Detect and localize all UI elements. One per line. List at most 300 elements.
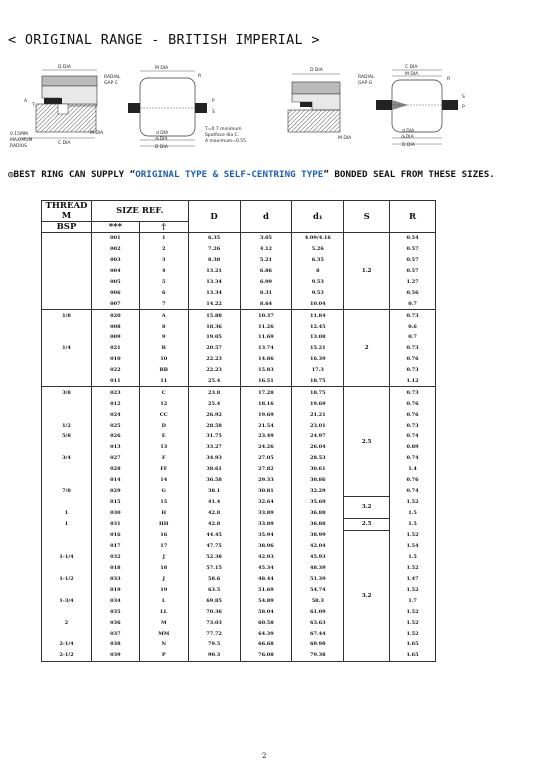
cell-d: 19.69 bbox=[240, 409, 292, 420]
supply-suffix: ” BONDED SEAL FROM THESE SIZES. bbox=[323, 169, 495, 180]
cell-size-ref-1: 036 bbox=[91, 617, 139, 628]
cell-d1: 6.35 bbox=[292, 255, 344, 266]
table-row bbox=[42, 310, 436, 321]
cell-size-ref-2: 7 bbox=[139, 298, 188, 309]
supply-prefix: ◎BEST RING CAN SUPPLY “ bbox=[8, 169, 136, 180]
cell-size-ref-1: 017 bbox=[91, 541, 139, 552]
cell-size-ref-2: 5 bbox=[139, 277, 188, 288]
table-row bbox=[42, 518, 436, 530]
cell-R: 0.57 bbox=[390, 255, 436, 266]
cell-D: 52.38 bbox=[188, 552, 240, 563]
right-drawing bbox=[376, 64, 465, 148]
left-mdia-label: M DIA bbox=[90, 131, 104, 136]
cell-d: 5.21 bbox=[240, 255, 292, 266]
table-row bbox=[42, 496, 436, 507]
cell-size-ref-2: BB bbox=[139, 365, 188, 376]
cell-size-ref-2: M bbox=[139, 617, 188, 628]
left-maxrad-label-1: 0.15MM bbox=[10, 132, 28, 137]
cell-D: 58.6 bbox=[188, 574, 240, 585]
cell-bsp: 1 bbox=[42, 507, 92, 518]
right-ddia2-label-b: D DIA bbox=[402, 143, 415, 148]
cell-bsp bbox=[42, 354, 92, 365]
cell-d: 10.37 bbox=[240, 310, 292, 321]
cell-D: 7.26 bbox=[188, 244, 240, 255]
left-gap-label: GAP C bbox=[104, 81, 118, 86]
cell-size-ref-2: J bbox=[139, 552, 188, 563]
cell-bsp: 3/8 bbox=[42, 387, 92, 398]
header-size-ref: SIZE REF. bbox=[91, 201, 188, 222]
cell-size-ref-1: 035 bbox=[91, 606, 139, 617]
cell-size-ref-2: N bbox=[139, 639, 188, 650]
cell-size-ref-2: E bbox=[139, 431, 188, 442]
cell-d1: 28.53 bbox=[292, 453, 344, 464]
cell-bsp: 1/4 bbox=[42, 343, 92, 354]
left-t-label: T bbox=[32, 103, 35, 108]
cell-D: 6.35 bbox=[188, 233, 240, 244]
mid-s-label: S bbox=[212, 110, 215, 115]
cell-size-ref-2: 13 bbox=[139, 442, 188, 453]
cell-R: 0.73 bbox=[390, 310, 436, 321]
cell-R: 0.57 bbox=[390, 266, 436, 277]
right-gap-label: GAP G bbox=[358, 81, 373, 86]
cell-bsp bbox=[42, 628, 92, 639]
cell-d1: 69.98 bbox=[292, 639, 344, 650]
cell-d: 45.34 bbox=[240, 563, 292, 574]
cell-size-ref-2: H bbox=[139, 507, 188, 518]
cell-R: 1.52 bbox=[390, 628, 436, 639]
cell-d: 29.33 bbox=[240, 475, 292, 486]
cell-size-ref-2: 10 bbox=[139, 354, 188, 365]
cell-D: 13.21 bbox=[188, 266, 240, 277]
cell-R: 1.52 bbox=[390, 585, 436, 596]
cell-size-ref-1: 038 bbox=[91, 639, 139, 650]
cell-d1: 11.84 bbox=[292, 310, 344, 321]
cell-bsp bbox=[42, 563, 92, 574]
page-title: < ORIGINAL RANGE - BRITISH IMPERIAL > bbox=[8, 32, 320, 48]
cell-bsp: 1-1/4 bbox=[42, 552, 92, 563]
cell-size-ref-1: 028 bbox=[91, 464, 139, 475]
cell-S: 2 bbox=[344, 310, 390, 387]
cell-size-ref-2: P bbox=[139, 650, 188, 661]
cell-size-ref-1: 016 bbox=[91, 530, 139, 541]
cell-D: 33.27 bbox=[188, 442, 240, 453]
size-table bbox=[41, 200, 436, 662]
cell-d1: 26.04 bbox=[292, 442, 344, 453]
left-r-label: R bbox=[198, 74, 202, 79]
cell-D: 31.75 bbox=[188, 431, 240, 442]
cell-R: 0.76 bbox=[390, 398, 436, 409]
cell-d: 17.28 bbox=[240, 387, 292, 398]
cell-size-ref-2: J bbox=[139, 574, 188, 585]
cell-D: 25.4 bbox=[188, 398, 240, 409]
cell-size-ref-2: 12 bbox=[139, 398, 188, 409]
cell-size-ref-2: D bbox=[139, 420, 188, 431]
cell-D: 57.15 bbox=[188, 563, 240, 574]
cell-d: 24.26 bbox=[240, 442, 292, 453]
cell-D: 38.61 bbox=[188, 464, 240, 475]
left-cdia-label: C DIA bbox=[58, 141, 71, 146]
header-S: S bbox=[344, 201, 390, 233]
left-maxrad-label-2: MAXIMUM bbox=[10, 138, 33, 143]
right-left-drawing bbox=[288, 67, 375, 141]
cell-size-ref-1: 008 bbox=[91, 321, 139, 332]
cell-size-ref-2: HH bbox=[139, 518, 188, 530]
cell-size-ref-2: 6 bbox=[139, 287, 188, 298]
cell-R: 1.54 bbox=[390, 541, 436, 552]
cell-bsp: 1/2 bbox=[42, 420, 92, 431]
cell-D: 69.85 bbox=[188, 595, 240, 606]
cell-R: 1.52 bbox=[390, 563, 436, 574]
cell-D: 77.72 bbox=[188, 628, 240, 639]
supply-statement bbox=[8, 169, 495, 180]
cell-R: 0.6 bbox=[390, 321, 436, 332]
page-number: 2 bbox=[262, 752, 267, 760]
cell-R: 0.73 bbox=[390, 365, 436, 376]
cell-bsp bbox=[42, 332, 92, 343]
cell-d: 42.93 bbox=[240, 552, 292, 563]
right-mdia-top-label: M DIA bbox=[405, 72, 419, 77]
note-3: A maximum=0.55 bbox=[205, 139, 246, 144]
cell-size-ref-2: 15 bbox=[139, 496, 188, 507]
cell-d1: 23.01 bbox=[292, 420, 344, 431]
cell-bsp bbox=[42, 266, 92, 277]
cell-d: 8.64 bbox=[240, 298, 292, 309]
left-maxrad-label-3: RADIUS bbox=[10, 144, 27, 149]
mid-ddia2-label: D DIA bbox=[155, 145, 168, 150]
cell-R: 1.12 bbox=[390, 376, 436, 387]
cell-d: 8.31 bbox=[240, 287, 292, 298]
cell-R: 0.73 bbox=[390, 343, 436, 354]
cell-size-ref-2: 14 bbox=[139, 475, 188, 486]
cell-d: 27.05 bbox=[240, 453, 292, 464]
cell-size-ref-1: 004 bbox=[91, 266, 139, 277]
mid-ddia-label: d DIA bbox=[156, 131, 169, 136]
cell-bsp: 1/8 bbox=[42, 310, 92, 321]
cell-d1: 4.09/4.16 bbox=[292, 233, 344, 244]
cell-d1: 42.04 bbox=[292, 541, 344, 552]
right-cdia-label: C DIA bbox=[405, 65, 418, 70]
cell-size-ref-2: CC bbox=[139, 409, 188, 420]
cell-d1: 30.86 bbox=[292, 475, 344, 486]
cell-size-ref-2: 9 bbox=[139, 332, 188, 343]
cell-d: 13.74 bbox=[240, 343, 292, 354]
table-row bbox=[42, 233, 436, 244]
right-ddia-label-b: d DIA bbox=[402, 129, 415, 134]
cell-d1: 9.53 bbox=[292, 287, 344, 298]
cell-R: 1.52 bbox=[390, 530, 436, 541]
cell-size-ref-1: 009 bbox=[91, 332, 139, 343]
cell-bsp: 3/4 bbox=[42, 453, 92, 464]
cell-S: 1.2 bbox=[344, 233, 390, 310]
cell-R: 0.74 bbox=[390, 453, 436, 464]
cell-d: 54.89 bbox=[240, 595, 292, 606]
right-ddia-label: D DIA bbox=[310, 68, 323, 73]
cell-D: 63.5 bbox=[188, 585, 240, 596]
cell-R: 1.5 bbox=[390, 552, 436, 563]
cell-size-ref-2: 19 bbox=[139, 585, 188, 596]
cell-d1: 38.99 bbox=[292, 530, 344, 541]
cell-d1: 63.63 bbox=[292, 617, 344, 628]
cell-D: 14.22 bbox=[188, 298, 240, 309]
cell-size-ref-2: MM bbox=[139, 628, 188, 639]
cell-size-ref-1: 014 bbox=[91, 475, 139, 486]
cell-bsp bbox=[42, 255, 92, 266]
cell-d: 4.12 bbox=[240, 244, 292, 255]
cell-size-ref-2: 1 bbox=[139, 233, 188, 244]
header-D: D bbox=[188, 201, 240, 233]
cell-bsp bbox=[42, 321, 92, 332]
right-radial-label: RADIAL bbox=[358, 75, 375, 80]
cell-d1: 45.93 bbox=[292, 552, 344, 563]
cell-size-ref-1: 003 bbox=[91, 255, 139, 266]
cell-size-ref-2: L bbox=[139, 595, 188, 606]
cell-R: 1.52 bbox=[390, 617, 436, 628]
cell-d: 38.96 bbox=[240, 541, 292, 552]
cell-D: 44.45 bbox=[188, 530, 240, 541]
supply-highlight: ORIGINAL TYPE & SELF-CENTRING TYPE bbox=[135, 169, 324, 180]
cell-size-ref-2: 17 bbox=[139, 541, 188, 552]
cell-d: 33.89 bbox=[240, 518, 292, 530]
cell-size-ref-2: C bbox=[139, 387, 188, 398]
cell-R: 0.56 bbox=[390, 287, 436, 298]
cell-bsp bbox=[42, 541, 92, 552]
cell-d: 64.39 bbox=[240, 628, 292, 639]
cell-d: 15.83 bbox=[240, 365, 292, 376]
cell-size-ref-1: 022 bbox=[91, 365, 139, 376]
cell-d1: 5.26 bbox=[292, 244, 344, 255]
cell-size-ref-2: 4 bbox=[139, 266, 188, 277]
cell-D: 20.57 bbox=[188, 343, 240, 354]
cell-D: 22.23 bbox=[188, 365, 240, 376]
cell-D: 90.3 bbox=[188, 650, 240, 661]
cell-R: 1.5 bbox=[390, 518, 436, 530]
cell-size-ref-1: 026 bbox=[91, 431, 139, 442]
cell-d1: 17.3 bbox=[292, 365, 344, 376]
cell-d1: 21.21 bbox=[292, 409, 344, 420]
cell-size-ref-2: B bbox=[139, 343, 188, 354]
cell-D: 13.34 bbox=[188, 277, 240, 288]
cell-d1: 8 bbox=[292, 266, 344, 277]
cell-d1: 79.38 bbox=[292, 650, 344, 661]
cell-size-ref-1: 039 bbox=[91, 650, 139, 661]
cell-d: 60.58 bbox=[240, 617, 292, 628]
cell-bsp bbox=[42, 606, 92, 617]
cell-d1: 13.08 bbox=[292, 332, 344, 343]
cell-d: 11.69 bbox=[240, 332, 292, 343]
cell-d: 21.54 bbox=[240, 420, 292, 431]
cell-d: 23.49 bbox=[240, 431, 292, 442]
cell-D: 79.5 bbox=[188, 639, 240, 650]
cell-d: 16.51 bbox=[240, 376, 292, 387]
cell-size-ref-2: F bbox=[139, 453, 188, 464]
cell-d: 27.82 bbox=[240, 464, 292, 475]
cell-R: 0.76 bbox=[390, 409, 436, 420]
cell-d1: 48.39 bbox=[292, 563, 344, 574]
cell-d1: 16.39 bbox=[292, 354, 344, 365]
cell-R: 0.73 bbox=[390, 387, 436, 398]
cell-D: 26.92 bbox=[188, 409, 240, 420]
cell-d: 48.44 bbox=[240, 574, 292, 585]
cell-size-ref-2: 16 bbox=[139, 530, 188, 541]
note-1: T=0.7 minimum bbox=[205, 127, 242, 132]
cell-d: 33.89 bbox=[240, 507, 292, 518]
cell-size-ref-1: 013 bbox=[91, 442, 139, 453]
note-2: Spotface dia C. bbox=[205, 133, 240, 138]
cell-d: 30.81 bbox=[240, 485, 292, 496]
cell-d1: 18.75 bbox=[292, 387, 344, 398]
cell-D: 42.8 bbox=[188, 518, 240, 530]
cell-size-ref-1: 007 bbox=[91, 298, 139, 309]
cell-size-ref-1: 019 bbox=[91, 585, 139, 596]
cell-size-ref-1: 012 bbox=[91, 398, 139, 409]
cell-D: 70.36 bbox=[188, 606, 240, 617]
cell-R: 1.52 bbox=[390, 606, 436, 617]
cell-d: 14.86 bbox=[240, 354, 292, 365]
cell-R: 1.4 bbox=[390, 464, 436, 475]
left-a-label: A bbox=[24, 99, 28, 104]
table-row bbox=[42, 530, 436, 541]
cell-S: 2.5 bbox=[344, 518, 390, 530]
cell-bsp: 2 bbox=[42, 617, 92, 628]
left-mdia-top-label: M DIA bbox=[155, 66, 169, 71]
cell-D: 73.03 bbox=[188, 617, 240, 628]
cell-d1: 15.21 bbox=[292, 343, 344, 354]
cell-size-ref-1: 005 bbox=[91, 277, 139, 288]
header-bsp: BSP bbox=[42, 222, 92, 233]
cell-R: 0.76 bbox=[390, 354, 436, 365]
cell-bsp bbox=[42, 585, 92, 596]
right-d1dia-label-b: d₁DIA bbox=[401, 135, 414, 140]
cell-size-ref-1: 030 bbox=[91, 507, 139, 518]
cell-D: 8.38 bbox=[188, 255, 240, 266]
left-radial-label: RADIAL bbox=[104, 75, 121, 80]
cell-size-ref-2: 2 bbox=[139, 244, 188, 255]
cell-d: 6.86 bbox=[240, 266, 292, 277]
cell-d: 66.68 bbox=[240, 639, 292, 650]
cell-R: 0.57 bbox=[390, 244, 436, 255]
cell-R: 0.89 bbox=[390, 442, 436, 453]
cell-D: 42.8 bbox=[188, 507, 240, 518]
cell-size-ref-1: 018 bbox=[91, 563, 139, 574]
left-drawing bbox=[10, 64, 104, 149]
cell-R: 1.27 bbox=[390, 277, 436, 288]
cell-D: 19.05 bbox=[188, 332, 240, 343]
cell-size-ref-1: 002 bbox=[91, 244, 139, 255]
cell-d1: 51.39 bbox=[292, 574, 344, 585]
cell-bsp: 5/8 bbox=[42, 431, 92, 442]
cell-R: 1.5 bbox=[390, 507, 436, 518]
cell-D: 25.4 bbox=[188, 376, 240, 387]
cell-bsp: 1-3/4 bbox=[42, 595, 92, 606]
cell-d1: 36.88 bbox=[292, 507, 344, 518]
cell-R: 1.52 bbox=[390, 496, 436, 507]
cell-R: 1.47 bbox=[390, 574, 436, 585]
cell-d1: 12.45 bbox=[292, 321, 344, 332]
cell-size-ref-2: A bbox=[139, 310, 188, 321]
cell-bsp: 1 bbox=[42, 518, 92, 530]
cell-size-ref-1: 015 bbox=[91, 496, 139, 507]
cell-bsp bbox=[42, 376, 92, 387]
cell-bsp bbox=[42, 277, 92, 288]
table-body bbox=[42, 233, 436, 662]
cell-size-ref-1: 032 bbox=[91, 552, 139, 563]
mid-p-label: P bbox=[212, 99, 215, 104]
cell-d1: 32.29 bbox=[292, 485, 344, 496]
cell-bsp bbox=[42, 365, 92, 376]
cell-d1: 19.69 bbox=[292, 398, 344, 409]
cell-d: 35.94 bbox=[240, 530, 292, 541]
right-r-label: R bbox=[447, 77, 451, 82]
cell-size-ref-2: G bbox=[139, 485, 188, 496]
header-d: d bbox=[240, 201, 292, 233]
cell-d1: 61.09 bbox=[292, 606, 344, 617]
cell-bsp: 1-1/2 bbox=[42, 574, 92, 585]
cell-d: 58.04 bbox=[240, 606, 292, 617]
cell-size-ref-1: 011 bbox=[91, 376, 139, 387]
cell-bsp bbox=[42, 496, 92, 507]
cell-d: 6.99 bbox=[240, 277, 292, 288]
cell-size-ref-1: 029 bbox=[91, 485, 139, 496]
cell-size-ref-1: 025 bbox=[91, 420, 139, 431]
cell-D: 41.4 bbox=[188, 496, 240, 507]
header-d1: d₁ bbox=[292, 201, 344, 233]
cell-d1: 18.75 bbox=[292, 376, 344, 387]
cell-bsp bbox=[42, 298, 92, 309]
cell-bsp bbox=[42, 244, 92, 255]
cell-d1: 24.97 bbox=[292, 431, 344, 442]
cell-D: 23.8 bbox=[188, 387, 240, 398]
header-sub2: † bbox=[139, 222, 188, 233]
cell-S: 2.5 bbox=[344, 387, 390, 496]
cell-R: 0.7 bbox=[390, 298, 436, 309]
cell-bsp: 2-1/4 bbox=[42, 639, 92, 650]
cell-size-ref-2: 18 bbox=[139, 563, 188, 574]
right-mdia-label: M DIA bbox=[338, 136, 352, 141]
cell-bsp bbox=[42, 287, 92, 298]
cell-bsp bbox=[42, 442, 92, 453]
cell-D: 38.1 bbox=[188, 485, 240, 496]
cell-d1: 36.88 bbox=[292, 518, 344, 530]
cell-size-ref-1: 020 bbox=[91, 310, 139, 321]
seal-diagrams bbox=[0, 58, 539, 158]
cell-size-ref-1: 037 bbox=[91, 628, 139, 639]
cell-size-ref-1: 021 bbox=[91, 343, 139, 354]
middle-drawing bbox=[104, 65, 246, 150]
cell-S: 3.2 bbox=[344, 496, 390, 518]
cell-size-ref-2: LL bbox=[139, 606, 188, 617]
cell-D: 36.58 bbox=[188, 475, 240, 486]
cell-R: 0.74 bbox=[390, 431, 436, 442]
cell-d1: 10.04 bbox=[292, 298, 344, 309]
header-thread: THREAD M bbox=[42, 201, 92, 222]
cell-d1: 35.69 bbox=[292, 496, 344, 507]
cell-size-ref-1: 027 bbox=[91, 453, 139, 464]
cell-size-ref-1: 033 bbox=[91, 574, 139, 585]
cell-d: 18.16 bbox=[240, 398, 292, 409]
cell-R: 0.76 bbox=[390, 475, 436, 486]
cell-R: 0.7 bbox=[390, 332, 436, 343]
cell-size-ref-2: 3 bbox=[139, 255, 188, 266]
cell-R: 1.65 bbox=[390, 639, 436, 650]
cell-size-ref-1: 006 bbox=[91, 287, 139, 298]
cell-bsp bbox=[42, 530, 92, 541]
cell-size-ref-1: 010 bbox=[91, 354, 139, 365]
cell-D: 22.23 bbox=[188, 354, 240, 365]
cell-D: 28.58 bbox=[188, 420, 240, 431]
header-sub1: *** bbox=[91, 222, 139, 233]
cell-size-ref-1: 031 bbox=[91, 518, 139, 530]
cell-size-ref-1: 001 bbox=[91, 233, 139, 244]
